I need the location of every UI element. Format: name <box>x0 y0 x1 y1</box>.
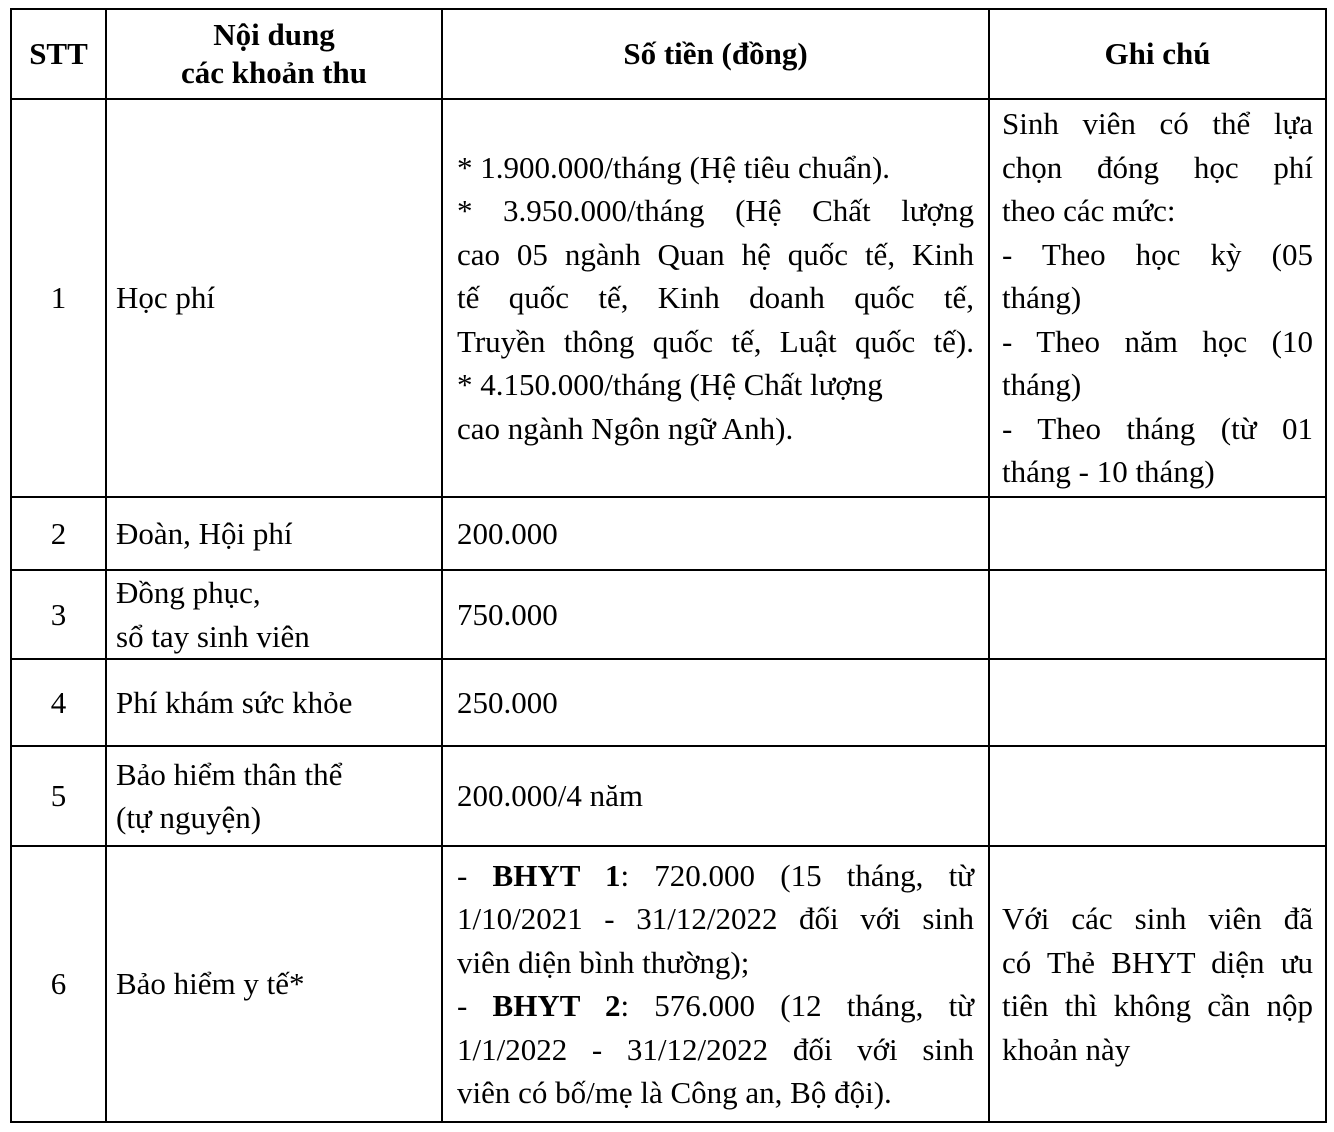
table-row <box>11 99 1326 497</box>
row-stt: 4 <box>11 659 106 746</box>
row-stt: 2 <box>11 497 106 570</box>
note-line: - Theo học kỳ (05 <box>1002 236 1313 272</box>
row-note <box>989 846 1326 1122</box>
amount-line: cao ngành Ngôn ngữ Anh). <box>457 410 794 446</box>
note-line: có Thẻ BHYT diện ưu <box>1002 944 1313 980</box>
bhyt1-prefix: - <box>457 857 493 893</box>
header-note: Ghi chú <box>989 9 1326 99</box>
row-content <box>106 846 442 1122</box>
row-amount <box>442 846 989 1122</box>
amount-line: Truyền thông quốc tế, Luật quốc tế). <box>457 323 974 359</box>
bhyt1-rest: : 720.000 (15 tháng, từ <box>620 857 974 893</box>
bhyt2-line <box>457 984 974 1028</box>
row-content-line: sổ tay sinh viên <box>116 618 310 654</box>
amount-line: * 1.900.000/tháng (Hệ tiêu chuẩn). <box>457 149 891 185</box>
row-content-line: Phí khám sức khỏe <box>116 684 353 720</box>
bhyt2-line: viên có bố/mẹ là Công an, Bộ đội). <box>457 1075 892 1110</box>
note-line: khoản này <box>1002 1031 1131 1067</box>
row-note <box>989 659 1326 746</box>
row-amount: 250.000 <box>442 659 989 746</box>
header-amount: Số tiền (đồng) <box>442 9 989 99</box>
row-stt: 5 <box>11 746 106 846</box>
table-row <box>11 570 1326 659</box>
bhyt1-label: BHYT 1 <box>492 857 621 893</box>
row-content <box>106 746 442 846</box>
bhyt2-label: BHYT 2 <box>492 988 621 1023</box>
row-stt: 3 <box>11 570 106 659</box>
row-content-line: Bảo hiểm thân thể <box>116 756 343 792</box>
table-row <box>11 659 1326 746</box>
header-stt: STT <box>11 9 106 99</box>
bhyt1-line <box>457 854 974 898</box>
row-content <box>106 570 442 659</box>
header-row <box>11 9 1326 99</box>
row-note <box>989 570 1326 659</box>
row-content-line: Đoàn, Hội phí <box>116 515 293 551</box>
fee-table <box>10 8 1327 1123</box>
amount-line: * 4.150.000/tháng (Hệ Chất lượng <box>457 367 883 403</box>
note-line: tiên thì không cần nộp <box>1002 988 1313 1023</box>
note-line: chọn đóng học phí <box>1002 149 1313 185</box>
note-line: tháng) <box>1002 367 1082 403</box>
bhyt1-line: 1/10/2021 - 31/12/2022 đối với sinh <box>457 901 974 936</box>
row-content-line: (tự nguyện) <box>116 800 262 835</box>
table-row <box>11 497 1326 570</box>
note-line: theo các mức: <box>1002 193 1176 229</box>
amount-line: tế quốc tế, Kinh doanh quốc tế, <box>457 280 974 316</box>
bhyt2-rest: : 576.000 (12 tháng, từ <box>620 988 974 1023</box>
row-stt: 1 <box>11 99 106 497</box>
table-row <box>11 846 1326 1122</box>
row-note <box>989 746 1326 846</box>
note-line: tháng) <box>1002 280 1082 316</box>
header-content <box>106 9 442 99</box>
row-stt: 6 <box>11 846 106 1122</box>
row-content <box>106 497 442 570</box>
amount-line: * 3.950.000/tháng (Hệ Chất lượng <box>457 193 974 229</box>
row-amount <box>442 99 989 497</box>
row-amount: 200.000/4 năm <box>442 746 989 846</box>
row-note <box>989 99 1326 497</box>
amount-line: cao 05 ngành Quan hệ quốc tế, Kinh <box>457 236 974 272</box>
table-row <box>11 746 1326 846</box>
row-content-line: Bảo hiểm y tế* <box>116 966 305 1002</box>
note-line: tháng - 10 tháng) <box>1002 454 1215 490</box>
note-line: Sinh viên có thể lựa <box>1002 106 1313 142</box>
note-line: - Theo năm học (10 <box>1002 323 1313 359</box>
note-line: - Theo tháng (từ 01 <box>1002 410 1313 446</box>
bhyt1-line: viên diện bình thường); <box>457 944 750 980</box>
note-line: Với các sinh viên đã <box>1002 901 1313 936</box>
row-content-line: Đồng phục, <box>116 575 261 610</box>
row-content <box>106 99 442 497</box>
row-amount: 200.000 <box>442 497 989 570</box>
row-content <box>106 659 442 746</box>
row-amount: 750.000 <box>442 570 989 659</box>
bhyt2-prefix: - <box>457 988 493 1023</box>
row-note <box>989 497 1326 570</box>
header-content-line1: Nội dung <box>213 17 335 52</box>
bhyt2-line: 1/1/2022 - 31/12/2022 đối với sinh <box>457 1031 974 1067</box>
header-content-line2: các khoản thu <box>180 55 368 90</box>
row-content-line: Học phí <box>116 280 216 316</box>
